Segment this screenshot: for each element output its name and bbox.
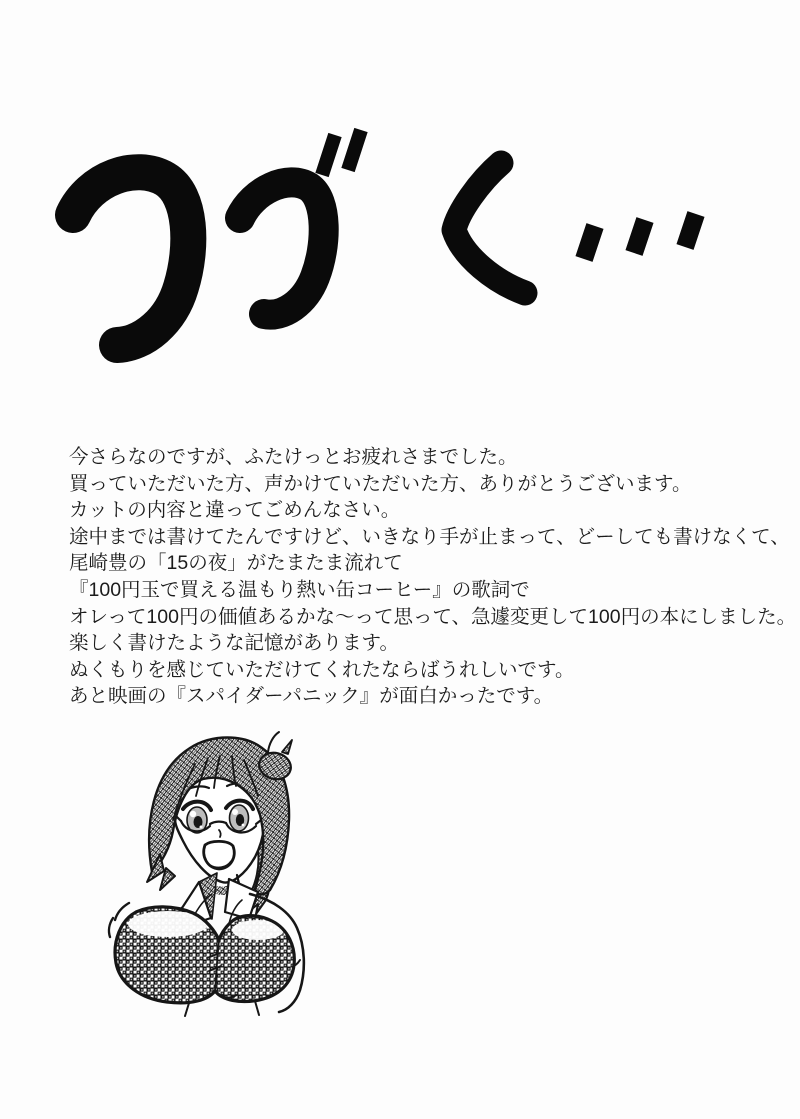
glyph-ku (454, 163, 525, 293)
afterword-line: 今さらなのですが、ふたけっとお疲れさまでした。 (69, 446, 518, 468)
hair-tuft (268, 732, 279, 752)
afterword-line: 途中までは書けてたんですけど、いきなり手が止まって、どーしても書けなくて、 (69, 525, 790, 548)
glyph-du-dakuten (322, 130, 361, 175)
afterword-line: 買っていただいた方、声かけていただいた方、ありがとうございます。 (69, 472, 692, 495)
afterword-line: カットの内容と違ってごめんなさい。 (69, 499, 401, 522)
glyph-du (240, 182, 324, 314)
chest (115, 907, 294, 1003)
glyph-tsu (73, 172, 188, 345)
afterword-line: 尾崎豊の「15の夜」がたまたま流れて (69, 552, 403, 575)
tsuzuku-headline (48, 118, 738, 388)
ellipsis-dots (584, 214, 696, 259)
afterword-line: 『100円玉で買える温もり熱い缶コーヒー』の歌詞で (69, 578, 530, 601)
afterword-text (69, 444, 800, 710)
afterword-line: オレって100円の価値あるかな〜って思って、急遽変更して100円の本にしました。 (69, 605, 797, 628)
glasses-girl-illustration (98, 722, 346, 1017)
hair-tuft (282, 740, 292, 754)
mouth (204, 841, 234, 869)
afterword-line: あと映画の『スパイダーパニック』が面白かったです。 (69, 685, 554, 708)
afterword-line: 楽しく書けたような記憶があります。 (69, 632, 399, 655)
afterword-line: ぬくもりを感じていただけてくれたならばうれしいです。 (69, 658, 575, 681)
tsuzuku-lettering (48, 118, 738, 388)
